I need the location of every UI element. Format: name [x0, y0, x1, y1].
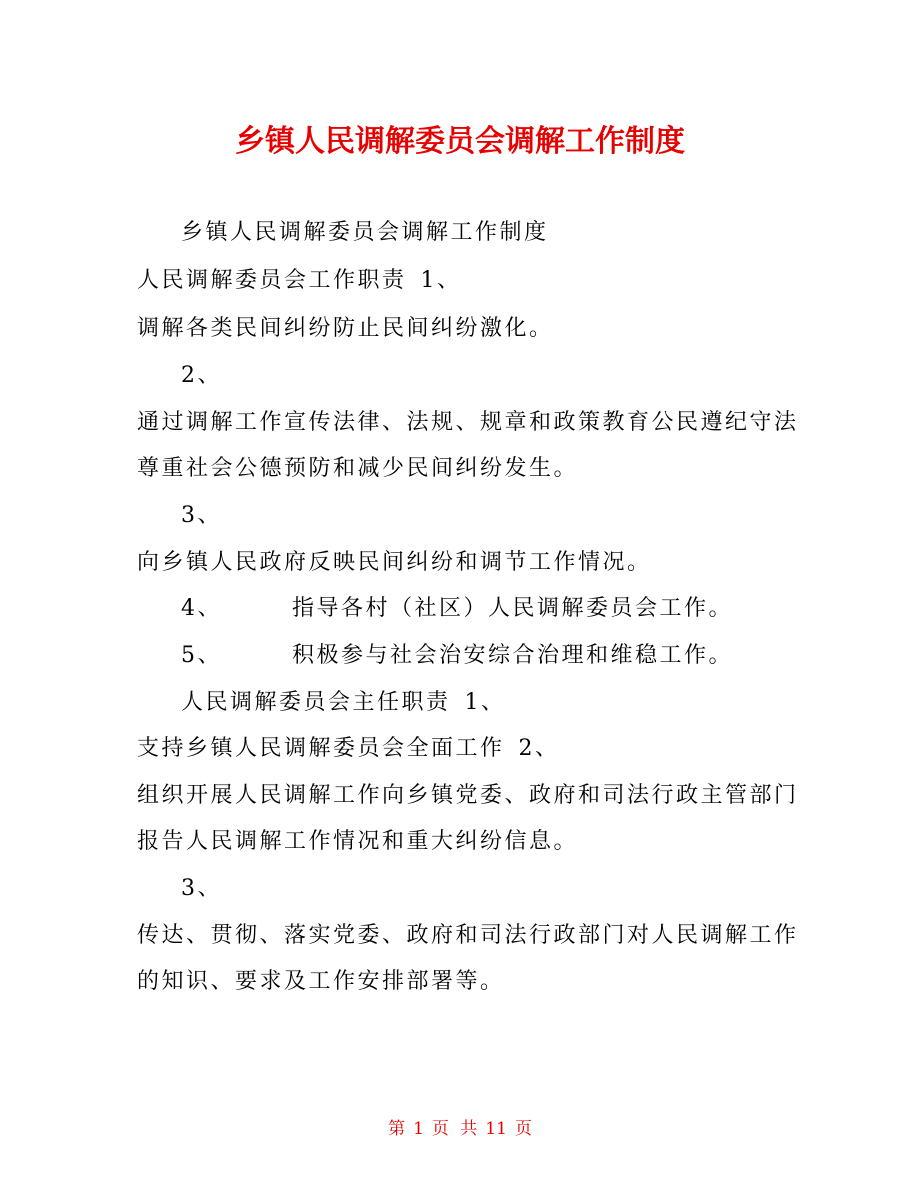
item-text: 积极参与社会治安综合治理和维稳工作。	[292, 643, 734, 668]
footer-suffix: 页	[514, 1119, 532, 1139]
footer-prefix: 第	[388, 1119, 406, 1139]
body-line: 通过调解工作宣传法律、法规、规章和政策教育公民遵纪守法	[137, 410, 799, 435]
item-number: 2、	[181, 363, 222, 388]
body-line: 向乡镇人民政府反映民间纠纷和调节工作情况。	[137, 550, 652, 575]
body-line: 尊重社会公德预防和减少民间纠纷发生。	[137, 456, 579, 481]
body-line: 调解各类民间纠纷防止民间纠纷激化。	[137, 316, 554, 341]
item-number: 4、	[181, 596, 222, 621]
footer-page-number: 1	[413, 1119, 424, 1139]
body-line: 组织开展人民调解工作向乡镇党委、政府和司法行政主管部门	[137, 783, 799, 808]
item-number: 1、	[464, 690, 506, 715]
body-line: 乡镇人民调解委员会调解工作制度	[181, 220, 549, 245]
item-number: 3、	[181, 503, 222, 528]
item-number: 1、	[420, 268, 462, 293]
page-footer	[0, 1114, 920, 1139]
section-heading: 人民调解委员会工作职责	[137, 268, 407, 293]
body-line: 报告人民调解工作情况和重大纠纷信息。	[137, 829, 579, 854]
body-line	[137, 266, 462, 296]
body-line: 传达、贯彻、落实党委、政府和司法行政部门对人民调解工作	[137, 923, 799, 948]
body-line: 的知识、要求及工作安排部署等。	[137, 969, 505, 994]
footer-mid: 页 共	[431, 1119, 478, 1139]
section-heading: 人民调解委员会主任职责	[181, 690, 451, 715]
item-text: 指导各村（社区）人民调解委员会工作。	[292, 596, 734, 621]
item-number: 2、	[518, 736, 560, 761]
item-number: 3、	[181, 876, 222, 901]
footer-total-pages: 11	[485, 1119, 507, 1139]
item-number: 5、	[181, 643, 222, 668]
body-line	[181, 594, 733, 624]
body-line	[137, 734, 560, 764]
item-text: 支持乡镇人民调解委员会全面工作	[137, 736, 505, 761]
page-title: 乡镇人民调解委员会调解工作制度	[235, 124, 685, 159]
body-line	[181, 641, 733, 671]
body-line	[181, 688, 506, 718]
